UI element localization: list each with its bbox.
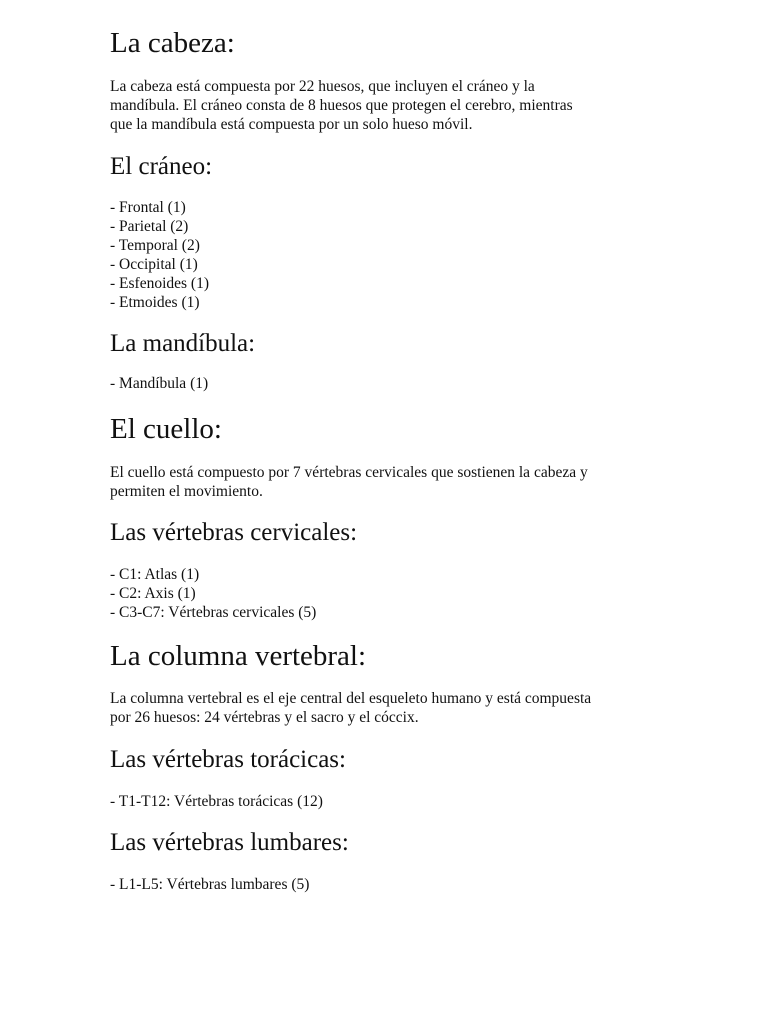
paragraph-line: que la mandíbula está compuesta por un solo hueso móvil. <box>110 116 473 133</box>
list-craneo <box>110 198 209 312</box>
list-item: - Temporal (2) <box>110 237 200 254</box>
list-cervicales <box>110 565 316 622</box>
paragraph-line: por 26 huesos: 24 vértebras y el sacro y el cóccix. <box>110 709 419 726</box>
paragraph-line: La cabeza está compuesta por 22 huesos, que incluyen el cráneo y la <box>110 78 535 95</box>
list-item: - Parietal (2) <box>110 218 189 235</box>
heading-cabeza: La cabeza: <box>110 27 235 59</box>
list-item: - C3-C7: Vértebras cervicales (5) <box>110 604 317 621</box>
list-item: - C1: Atlas (1) <box>110 566 200 583</box>
paragraph-cabeza <box>110 77 573 134</box>
list-item: - Mandíbula (1) <box>110 375 209 392</box>
list-item: - T1-T12: Vértebras torácicas (12) <box>110 793 323 810</box>
list-item: - Etmoides (1) <box>110 294 200 311</box>
paragraph-line: La columna vertebral es el eje central del esqueleto humano y está compuesta <box>110 690 592 707</box>
paragraph-line: El cuello está compuesto por 7 vértebras cervicales que sostienen la cabeza y <box>110 464 588 481</box>
heading-cuello: El cuello: <box>110 413 222 445</box>
list-item: - Esfenoides (1) <box>110 275 209 292</box>
heading-toracicas: Las vértebras torácicas: <box>110 746 346 773</box>
paragraph-columna <box>110 689 591 727</box>
list-item: - L1-L5: Vértebras lumbares (5) <box>110 876 310 893</box>
list-mandibula <box>110 374 208 393</box>
paragraph-line: mandíbula. El cráneo consta de 8 huesos que protegen el cerebro, mientras <box>110 97 573 114</box>
paragraph-cuello <box>110 463 588 501</box>
heading-mandibula: La mandíbula: <box>110 330 256 357</box>
paragraph-line: permiten el movimiento. <box>110 483 263 500</box>
list-item: - Occipital (1) <box>110 256 198 273</box>
heading-columna: La columna vertebral: <box>110 640 367 672</box>
list-toracicas <box>110 792 323 811</box>
heading-cervicales: Las vértebras cervicales: <box>110 519 358 546</box>
heading-lumbares: Las vértebras lumbares: <box>110 829 349 856</box>
heading-craneo: El cráneo: <box>110 153 213 180</box>
list-lumbares <box>110 875 309 894</box>
list-item: - Frontal (1) <box>110 199 186 216</box>
list-item: - C2: Axis (1) <box>110 585 196 602</box>
